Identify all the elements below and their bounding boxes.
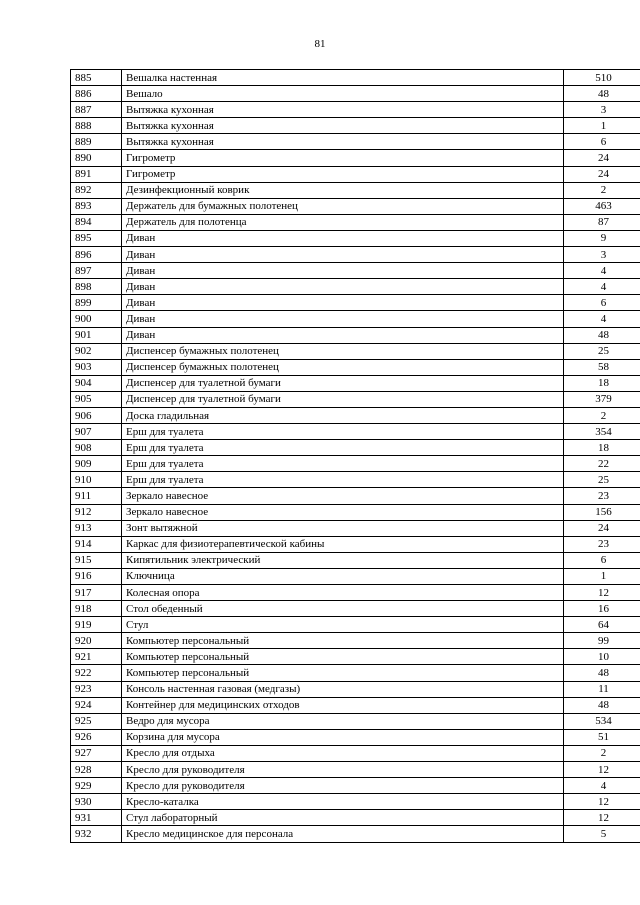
item-name-cell: Корзина для мусора [122, 729, 564, 745]
row-number-cell: 896 [71, 247, 122, 263]
item-name-cell: Зеркало навесное [122, 488, 564, 504]
table-row [71, 279, 640, 295]
row-number-cell: 911 [71, 488, 122, 504]
row-number-cell: 892 [71, 182, 122, 198]
quantity-cell: 48 [564, 697, 640, 713]
table-row [71, 778, 640, 794]
item-name-cell: Вытяжка кухонная [122, 118, 564, 134]
quantity-cell: 5 [564, 826, 640, 842]
row-number-cell: 924 [71, 697, 122, 713]
table-row [71, 150, 640, 166]
table-row [71, 472, 640, 488]
row-number-cell: 931 [71, 810, 122, 826]
item-name-cell: Ерш для туалета [122, 472, 564, 488]
item-name-cell: Кресло медицинское для персонала [122, 826, 564, 842]
quantity-cell: 6 [564, 295, 640, 311]
table-row [71, 440, 640, 456]
row-number-cell: 918 [71, 601, 122, 617]
quantity-cell: 12 [564, 762, 640, 778]
row-number-cell: 912 [71, 504, 122, 520]
table-row [71, 633, 640, 649]
quantity-cell: 379 [564, 391, 640, 407]
item-name-cell: Дезинфекционный коврик [122, 182, 564, 198]
table-row [71, 552, 640, 568]
quantity-cell: 510 [564, 70, 640, 86]
row-number-cell: 903 [71, 359, 122, 375]
item-name-cell: Контейнер для медицинских отходов [122, 697, 564, 713]
table-row [71, 247, 640, 263]
row-number-cell: 900 [71, 311, 122, 327]
row-number-cell: 925 [71, 713, 122, 729]
table-row [71, 295, 640, 311]
table-row [71, 327, 640, 343]
table-row [71, 745, 640, 761]
table-row [71, 810, 640, 826]
table-row [71, 86, 640, 102]
table-row [71, 359, 640, 375]
table-row [71, 520, 640, 536]
row-number-cell: 886 [71, 86, 122, 102]
table-row [71, 118, 640, 134]
item-name-cell: Ведро для мусора [122, 713, 564, 729]
item-name-cell: Диспенсер для туалетной бумаги [122, 375, 564, 391]
table-row [71, 762, 640, 778]
row-number-cell: 904 [71, 375, 122, 391]
table-row [71, 665, 640, 681]
row-number-cell: 919 [71, 617, 122, 633]
table-row [71, 230, 640, 246]
table-row [71, 794, 640, 810]
item-name-cell: Ерш для туалета [122, 440, 564, 456]
table-row [71, 214, 640, 230]
row-number-cell: 909 [71, 456, 122, 472]
item-name-cell: Вешало [122, 86, 564, 102]
quantity-cell: 18 [564, 375, 640, 391]
quantity-cell: 6 [564, 552, 640, 568]
item-name-cell: Колесная опора [122, 585, 564, 601]
item-name-cell: Ерш для туалета [122, 456, 564, 472]
quantity-cell: 48 [564, 665, 640, 681]
row-number-cell: 902 [71, 343, 122, 359]
quantity-cell: 18 [564, 440, 640, 456]
item-name-cell: Диван [122, 295, 564, 311]
row-number-cell: 895 [71, 230, 122, 246]
quantity-cell: 463 [564, 198, 640, 214]
quantity-cell: 24 [564, 520, 640, 536]
quantity-cell: 9 [564, 230, 640, 246]
quantity-cell: 11 [564, 681, 640, 697]
row-number-cell: 899 [71, 295, 122, 311]
table-row [71, 102, 640, 118]
item-name-cell: Каркас для физиотерапевтической кабины [122, 536, 564, 552]
quantity-cell: 4 [564, 778, 640, 794]
quantity-cell: 16 [564, 601, 640, 617]
table-row [71, 343, 640, 359]
row-number-cell: 890 [71, 150, 122, 166]
item-name-cell: Кресло-каталка [122, 794, 564, 810]
row-number-cell: 915 [71, 552, 122, 568]
table-row [71, 536, 640, 552]
row-number-cell: 922 [71, 665, 122, 681]
inventory-table-body [71, 70, 640, 843]
quantity-cell: 99 [564, 633, 640, 649]
quantity-cell: 48 [564, 86, 640, 102]
quantity-cell: 3 [564, 247, 640, 263]
quantity-cell: 6 [564, 134, 640, 150]
table-row [71, 713, 640, 729]
item-name-cell: Диспенсер для туалетной бумаги [122, 391, 564, 407]
row-number-cell: 887 [71, 102, 122, 118]
quantity-cell: 24 [564, 150, 640, 166]
table-row [71, 407, 640, 423]
item-name-cell: Диван [122, 247, 564, 263]
item-name-cell: Гигрометр [122, 166, 564, 182]
table-row [71, 826, 640, 842]
quantity-cell: 25 [564, 343, 640, 359]
row-number-cell: 923 [71, 681, 122, 697]
item-name-cell: Вешалка настенная [122, 70, 564, 86]
row-number-cell: 910 [71, 472, 122, 488]
table-row [71, 601, 640, 617]
quantity-cell: 87 [564, 214, 640, 230]
item-name-cell: Кресло для руководителя [122, 762, 564, 778]
row-number-cell: 917 [71, 585, 122, 601]
row-number-cell: 905 [71, 391, 122, 407]
quantity-cell: 12 [564, 585, 640, 601]
quantity-cell: 534 [564, 713, 640, 729]
table-row [71, 488, 640, 504]
item-name-cell: Держатель для бумажных полотенец [122, 198, 564, 214]
item-name-cell: Компьютер персональный [122, 665, 564, 681]
row-number-cell: 898 [71, 279, 122, 295]
quantity-cell: 2 [564, 182, 640, 198]
table-row [71, 375, 640, 391]
table-row [71, 568, 640, 584]
row-number-cell: 913 [71, 520, 122, 536]
item-name-cell: Диван [122, 263, 564, 279]
item-name-cell: Диспенсер бумажных полотенец [122, 343, 564, 359]
item-name-cell: Диван [122, 279, 564, 295]
quantity-cell: 25 [564, 472, 640, 488]
table-row [71, 617, 640, 633]
item-name-cell: Консоль настенная газовая (медгазы) [122, 681, 564, 697]
quantity-cell: 1 [564, 568, 640, 584]
quantity-cell: 12 [564, 794, 640, 810]
quantity-cell: 64 [564, 617, 640, 633]
item-name-cell: Ерш для туалета [122, 424, 564, 440]
table-row [71, 311, 640, 327]
row-number-cell: 901 [71, 327, 122, 343]
table-row [71, 198, 640, 214]
row-number-cell: 930 [71, 794, 122, 810]
table-row [71, 681, 640, 697]
row-number-cell: 926 [71, 729, 122, 745]
row-number-cell: 927 [71, 745, 122, 761]
table-row [71, 263, 640, 279]
row-number-cell: 897 [71, 263, 122, 279]
quantity-cell: 354 [564, 424, 640, 440]
row-number-cell: 906 [71, 407, 122, 423]
row-number-cell: 916 [71, 568, 122, 584]
quantity-cell: 48 [564, 327, 640, 343]
quantity-cell: 23 [564, 488, 640, 504]
quantity-cell: 4 [564, 279, 640, 295]
quantity-cell: 156 [564, 504, 640, 520]
item-name-cell: Гигрометр [122, 150, 564, 166]
item-name-cell: Кипятильник электрический [122, 552, 564, 568]
table-row [71, 424, 640, 440]
row-number-cell: 928 [71, 762, 122, 778]
row-number-cell: 920 [71, 633, 122, 649]
item-name-cell: Стул [122, 617, 564, 633]
item-name-cell: Стул лабораторный [122, 810, 564, 826]
table-row [71, 585, 640, 601]
row-number-cell: 921 [71, 649, 122, 665]
quantity-cell: 23 [564, 536, 640, 552]
row-number-cell: 888 [71, 118, 122, 134]
item-name-cell: Диван [122, 230, 564, 246]
quantity-cell: 24 [564, 166, 640, 182]
quantity-cell: 10 [564, 649, 640, 665]
table-row [71, 649, 640, 665]
row-number-cell: 932 [71, 826, 122, 842]
item-name-cell: Стол обеденный [122, 601, 564, 617]
table-row [71, 391, 640, 407]
quantity-cell: 4 [564, 263, 640, 279]
row-number-cell: 889 [71, 134, 122, 150]
row-number-cell: 891 [71, 166, 122, 182]
item-name-cell: Доска гладильная [122, 407, 564, 423]
row-number-cell: 893 [71, 198, 122, 214]
item-name-cell: Компьютер персональный [122, 633, 564, 649]
row-number-cell: 914 [71, 536, 122, 552]
item-name-cell: Кресло для руководителя [122, 778, 564, 794]
item-name-cell: Диван [122, 311, 564, 327]
table-row [71, 166, 640, 182]
table-row [71, 456, 640, 472]
page-number: 81 [314, 38, 326, 50]
table-row [71, 182, 640, 198]
item-name-cell: Ключница [122, 568, 564, 584]
item-name-cell: Диван [122, 327, 564, 343]
item-name-cell: Компьютер персональный [122, 649, 564, 665]
quantity-cell: 12 [564, 810, 640, 826]
item-name-cell: Зеркало навесное [122, 504, 564, 520]
item-name-cell: Кресло для отдыха [122, 745, 564, 761]
table-row [71, 70, 640, 86]
inventory-table [70, 69, 640, 843]
quantity-cell: 4 [564, 311, 640, 327]
row-number-cell: 894 [71, 214, 122, 230]
table-row [71, 504, 640, 520]
row-number-cell: 885 [71, 70, 122, 86]
quantity-cell: 51 [564, 729, 640, 745]
row-number-cell: 929 [71, 778, 122, 794]
item-name-cell: Вытяжка кухонная [122, 102, 564, 118]
table-row [71, 729, 640, 745]
item-name-cell: Держатель для полотенца [122, 214, 564, 230]
item-name-cell: Вытяжка кухонная [122, 134, 564, 150]
table-row [71, 134, 640, 150]
table-row [71, 697, 640, 713]
item-name-cell: Зонт вытяжной [122, 520, 564, 536]
row-number-cell: 907 [71, 424, 122, 440]
quantity-cell: 58 [564, 359, 640, 375]
quantity-cell: 1 [564, 118, 640, 134]
quantity-cell: 3 [564, 102, 640, 118]
quantity-cell: 2 [564, 407, 640, 423]
quantity-cell: 2 [564, 745, 640, 761]
row-number-cell: 908 [71, 440, 122, 456]
quantity-cell: 22 [564, 456, 640, 472]
item-name-cell: Диспенсер бумажных полотенец [122, 359, 564, 375]
